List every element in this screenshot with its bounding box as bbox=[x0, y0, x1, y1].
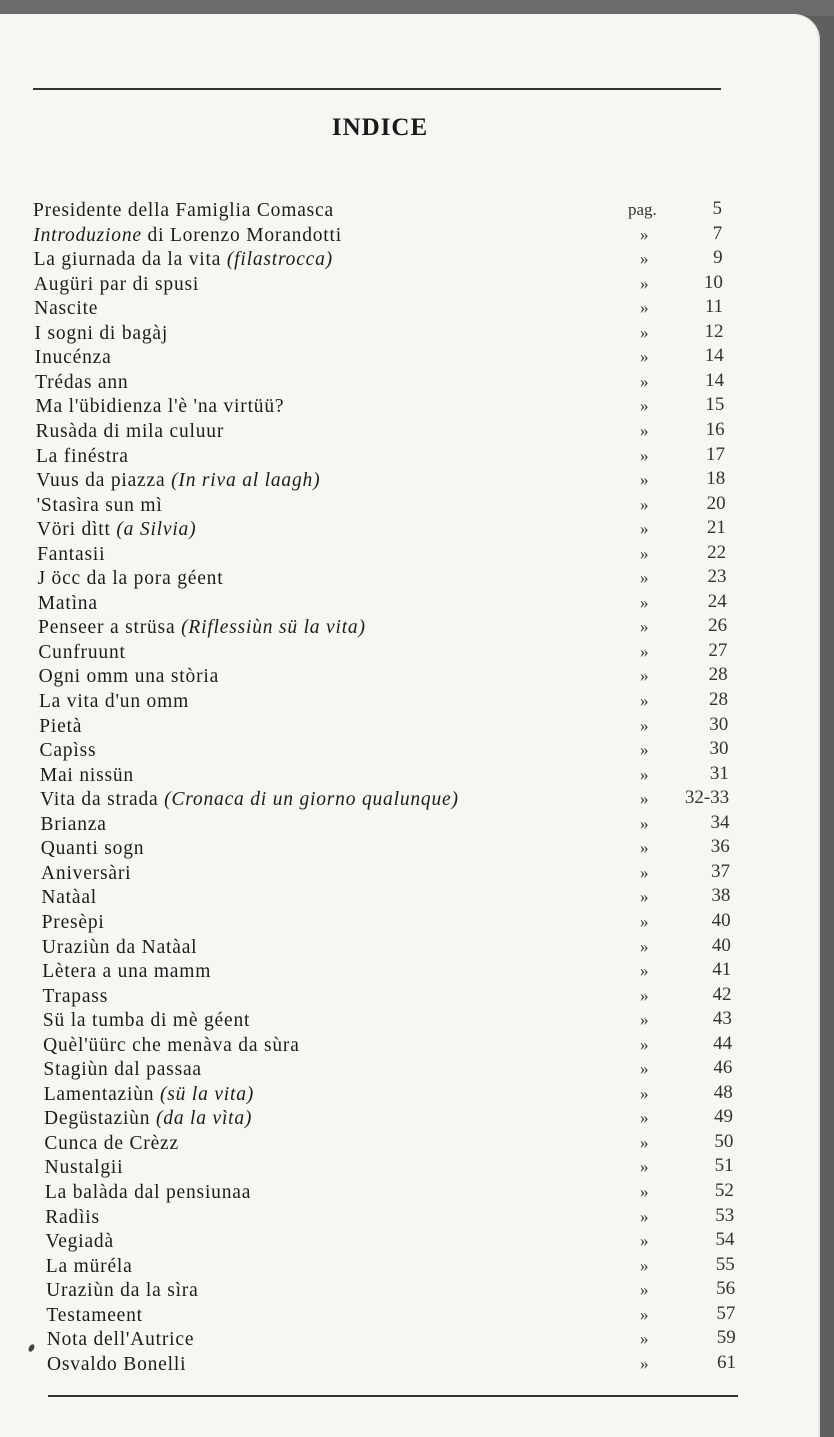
page-number: 49 bbox=[714, 1106, 734, 1128]
toc-entry bbox=[46, 1231, 735, 1257]
entry-title bbox=[35, 396, 284, 418]
page-number: 59 bbox=[716, 1327, 736, 1349]
page-number: 57 bbox=[716, 1302, 736, 1324]
toc-entry bbox=[38, 617, 727, 643]
toc-entry bbox=[40, 740, 729, 766]
entry-subtitle: Introduzione bbox=[33, 224, 142, 246]
toc-entry bbox=[43, 1059, 732, 1085]
entry-title bbox=[46, 1280, 198, 1302]
page-number: 18 bbox=[706, 468, 726, 490]
ditto-mark: » bbox=[639, 494, 649, 514]
toc-entry bbox=[47, 1351, 736, 1380]
entry-title bbox=[38, 617, 366, 639]
entry-title-text: Degüstaziùn bbox=[44, 1108, 151, 1130]
ditto-mark: » bbox=[639, 961, 649, 981]
ditto-mark: » bbox=[639, 617, 649, 637]
entry-title bbox=[38, 593, 98, 615]
ditto-mark: » bbox=[639, 1132, 649, 1152]
ditto-mark: » bbox=[639, 641, 649, 661]
page-number: 38 bbox=[711, 885, 731, 907]
entry-title-text: Penseer a strüsa bbox=[38, 617, 176, 639]
entry-title-text: J öcc da la pora géent bbox=[37, 568, 224, 590]
ditto-mark: » bbox=[639, 813, 649, 833]
entry-title-text: Trédas ann bbox=[35, 371, 129, 393]
toc-entry bbox=[36, 492, 726, 521]
entry-title bbox=[46, 1231, 114, 1253]
toc-entry bbox=[35, 347, 724, 373]
page-number: 48 bbox=[713, 1081, 733, 1103]
toc-entry bbox=[36, 470, 725, 496]
ditto-mark: » bbox=[639, 298, 649, 318]
entry-title-text: di Lorenzo Morandotti bbox=[147, 224, 342, 246]
entry-title bbox=[40, 814, 106, 836]
toc-entry bbox=[35, 396, 724, 422]
entry-title bbox=[45, 1207, 100, 1229]
entry-title-text: Cunfruunt bbox=[38, 641, 126, 663]
book-page bbox=[0, 14, 818, 1437]
toc-entry bbox=[33, 200, 722, 226]
toc-entry bbox=[47, 1329, 736, 1355]
entry-title-text: Inucénza bbox=[34, 347, 112, 369]
entry-title bbox=[46, 1305, 143, 1327]
page-number: 10 bbox=[703, 271, 723, 293]
entry-title-text: Quanti sogn bbox=[40, 838, 145, 860]
page-number: 54 bbox=[715, 1229, 735, 1251]
entry-title-text: Natàal bbox=[41, 887, 98, 909]
page-number: 42 bbox=[712, 983, 732, 1005]
entry-title bbox=[36, 446, 129, 468]
page-number: 15 bbox=[705, 394, 725, 416]
toc-entry bbox=[37, 541, 727, 570]
page-number: 7 bbox=[712, 222, 723, 244]
entry-title-text: I sogni di bagàj bbox=[34, 322, 169, 344]
entry-title bbox=[35, 347, 112, 369]
ditto-mark: » bbox=[639, 1280, 649, 1300]
page-number: 56 bbox=[716, 1278, 736, 1300]
page-number: 44 bbox=[713, 1032, 733, 1054]
toc-entry bbox=[39, 666, 728, 692]
ditto-mark: » bbox=[639, 470, 649, 490]
entry-title bbox=[42, 912, 105, 934]
page-ref-label: pag. bbox=[628, 200, 657, 219]
ditto-mark: » bbox=[639, 1083, 649, 1103]
ink-speck bbox=[27, 1343, 35, 1352]
entry-title-text: Ma l'übidienza l'è 'na virtüü? bbox=[35, 396, 285, 418]
top-rule bbox=[33, 88, 721, 90]
page-number: 30 bbox=[709, 738, 729, 760]
entry-title bbox=[33, 200, 334, 222]
page-number: 43 bbox=[712, 1008, 732, 1030]
ditto-mark: » bbox=[639, 764, 649, 784]
page-number: 21 bbox=[706, 517, 726, 539]
toc-entry bbox=[37, 568, 726, 594]
ditto-mark: » bbox=[639, 347, 649, 367]
entry-title bbox=[37, 495, 163, 517]
toc-entry bbox=[38, 639, 728, 668]
bottom-rule bbox=[48, 1395, 738, 1397]
ditto-mark: » bbox=[639, 691, 649, 710]
toc-entry bbox=[44, 1108, 733, 1134]
toc-entry bbox=[43, 1081, 733, 1110]
entry-title-text: Lètera a una mamm bbox=[42, 961, 212, 983]
page-number: 17 bbox=[705, 443, 725, 465]
page-number: 22 bbox=[707, 541, 727, 563]
ditto-mark: » bbox=[639, 838, 649, 858]
page-number: 41 bbox=[712, 959, 732, 981]
ditto-mark: » bbox=[639, 715, 649, 735]
entry-subtitle: (filastrocca) bbox=[226, 249, 333, 271]
entry-title bbox=[34, 323, 168, 345]
entry-title-text: Presidente della Famiglia Comasca bbox=[33, 200, 334, 221]
entry-title bbox=[46, 1256, 133, 1278]
ditto-mark: » bbox=[639, 936, 649, 956]
entry-title bbox=[44, 1084, 254, 1106]
ditto-mark: » bbox=[639, 1034, 649, 1054]
entry-title bbox=[38, 642, 125, 664]
entry-title bbox=[45, 1182, 251, 1204]
entry-title bbox=[34, 274, 199, 296]
ditto-mark: » bbox=[639, 445, 649, 465]
entry-title bbox=[39, 666, 219, 688]
ditto-mark: » bbox=[639, 1182, 649, 1201]
entry-title bbox=[41, 887, 97, 909]
page-number: 53 bbox=[715, 1204, 735, 1226]
toc-entry bbox=[39, 762, 729, 791]
entry-title bbox=[39, 716, 82, 738]
toc-entry bbox=[43, 1032, 733, 1061]
ditto-mark: » bbox=[640, 1353, 649, 1373]
entry-title bbox=[40, 789, 459, 811]
entry-subtitle: (In riva al laagh) bbox=[171, 470, 321, 492]
toc-entry bbox=[40, 789, 729, 815]
entry-title-text: Osvaldo Bonelli bbox=[47, 1353, 187, 1375]
entry-title-text: Aniversàri bbox=[41, 862, 132, 884]
page-number: 50 bbox=[714, 1130, 734, 1152]
ditto-mark: » bbox=[639, 911, 649, 931]
toc-entry bbox=[42, 961, 731, 987]
ditto-mark: » bbox=[639, 1157, 649, 1177]
entry-title-text: Vöri dìtt bbox=[36, 519, 111, 541]
ditto-mark: » bbox=[639, 862, 649, 882]
entry-title bbox=[34, 298, 98, 320]
page-number: 11 bbox=[704, 296, 724, 318]
toc-entry bbox=[37, 590, 727, 619]
entry-subtitle: (a Silvia) bbox=[116, 519, 197, 541]
ditto-mark: » bbox=[639, 1255, 649, 1275]
page-number: 61 bbox=[717, 1351, 736, 1373]
ditto-mark: » bbox=[639, 519, 649, 539]
page-number: 55 bbox=[715, 1253, 735, 1275]
entry-title bbox=[39, 691, 189, 713]
page-number: 26 bbox=[708, 615, 728, 637]
ditto-mark: » bbox=[639, 666, 649, 686]
page-number: 51 bbox=[714, 1155, 734, 1177]
page-number: 28 bbox=[708, 689, 728, 710]
entry-title bbox=[34, 249, 333, 271]
entry-title-text: Stagiùn dal passaa bbox=[43, 1059, 202, 1081]
entry-title-text: Presèpi bbox=[41, 911, 105, 933]
ditto-mark: » bbox=[639, 1108, 649, 1128]
entry-title-text: Uraziùn da la sìra bbox=[46, 1280, 199, 1302]
ditto-mark: » bbox=[639, 371, 649, 391]
ditto-mark: » bbox=[639, 789, 649, 809]
toc-entry bbox=[44, 1130, 734, 1159]
toc-entry bbox=[37, 519, 726, 545]
entry-subtitle: (da la vìta) bbox=[155, 1108, 253, 1130]
entry-title-text: 'Stasìra sun mì bbox=[36, 494, 163, 516]
entry-title bbox=[37, 519, 197, 541]
ditto-mark: » bbox=[639, 1206, 649, 1226]
page-number: 9 bbox=[713, 247, 723, 269]
toc-entry bbox=[41, 909, 731, 938]
entry-title-text: Nota dell'Autrice bbox=[46, 1329, 195, 1351]
ditto-mark: » bbox=[639, 249, 649, 269]
ditto-mark: » bbox=[639, 322, 649, 342]
toc-entry bbox=[46, 1280, 735, 1306]
entry-title-text: Sü la tumba di mè géent bbox=[42, 1010, 251, 1032]
entry-title-text: Rusàda di mila culuur bbox=[35, 420, 225, 442]
entry-title bbox=[44, 1133, 179, 1155]
entry-title-text: Brianza bbox=[40, 813, 107, 835]
page-number: 28 bbox=[708, 664, 728, 686]
entry-title-text: Nascite bbox=[34, 298, 99, 320]
entry-title-text: Quèl'üürc che menàva da sùra bbox=[43, 1034, 300, 1056]
toc-entry bbox=[39, 691, 728, 717]
ditto-mark: » bbox=[639, 568, 649, 588]
page-number: 27 bbox=[708, 639, 728, 661]
entry-subtitle: (Cronaca di un giorno qualunque) bbox=[164, 789, 459, 811]
page-number: 20 bbox=[706, 492, 726, 514]
entry-title-text: La giurnada da la vita bbox=[33, 249, 222, 271]
ditto-mark: » bbox=[639, 420, 649, 440]
toc-entry bbox=[43, 1010, 732, 1036]
entry-title-text: Vita da strada bbox=[40, 789, 159, 811]
entry-title-text: Radìis bbox=[45, 1206, 100, 1228]
ditto-mark: » bbox=[639, 1304, 649, 1324]
entry-title-text: Ogni omm una stòria bbox=[38, 666, 220, 688]
entry-title bbox=[35, 372, 128, 394]
ditto-mark: » bbox=[639, 887, 649, 907]
toc-entry bbox=[39, 713, 729, 742]
entry-title bbox=[37, 568, 223, 590]
page-number: 31 bbox=[709, 762, 729, 784]
toc-entry bbox=[34, 298, 723, 324]
entry-title bbox=[41, 838, 145, 860]
entry-title-text: Capìss bbox=[39, 740, 97, 762]
page-number: 37 bbox=[711, 860, 731, 882]
entry-title-text: Uraziùn da Natàal bbox=[41, 936, 198, 958]
entry-title bbox=[43, 1035, 300, 1057]
entry-title bbox=[42, 961, 211, 983]
entry-title-text: La vita d'un omm bbox=[38, 691, 190, 712]
entry-title-text: La balàda dal pensiunaa bbox=[44, 1182, 252, 1203]
entry-title bbox=[43, 1059, 201, 1081]
toc-entry bbox=[41, 860, 731, 889]
entry-subtitle: (sü la vita) bbox=[160, 1083, 255, 1105]
toc-entry bbox=[34, 320, 724, 349]
entry-title bbox=[41, 863, 131, 885]
toc-entry bbox=[35, 418, 725, 447]
entry-title bbox=[42, 937, 197, 959]
ditto-mark: » bbox=[639, 273, 649, 293]
toc-entry bbox=[45, 1157, 734, 1183]
entry-title bbox=[43, 986, 109, 1008]
page-number: 34 bbox=[710, 811, 730, 833]
entry-title-text: Vegiadà bbox=[45, 1231, 114, 1253]
ditto-mark: » bbox=[639, 396, 649, 416]
page-number: 23 bbox=[707, 566, 727, 588]
entry-subtitle: (Riflessiùn sü la vita) bbox=[181, 617, 366, 639]
entry-title bbox=[40, 740, 97, 762]
ditto-mark: » bbox=[639, 592, 649, 612]
ditto-mark: » bbox=[639, 985, 649, 1005]
page-number: 30 bbox=[709, 713, 729, 735]
toc-entry bbox=[35, 443, 725, 472]
entry-title bbox=[40, 765, 134, 787]
page-number: 14 bbox=[705, 369, 725, 391]
ditto-mark: » bbox=[639, 543, 649, 563]
ditto-mark: » bbox=[639, 1329, 649, 1349]
ditto-mark: » bbox=[639, 740, 649, 760]
ditto-mark: » bbox=[639, 1231, 649, 1251]
page-number: 12 bbox=[704, 320, 724, 342]
page-number: 32-33 bbox=[684, 787, 730, 809]
entry-title-text: Matìna bbox=[37, 592, 98, 614]
entry-title-text: Cunca de Crèzz bbox=[44, 1132, 179, 1154]
entry-title bbox=[36, 470, 320, 492]
toc-entry bbox=[34, 249, 723, 275]
toc-entry bbox=[45, 1253, 735, 1282]
entry-title-text: Augüri par di spusi bbox=[33, 273, 200, 295]
ditto-mark: » bbox=[639, 224, 649, 244]
toc-entry bbox=[33, 222, 723, 251]
page-number: 40 bbox=[711, 934, 731, 956]
entry-title bbox=[43, 1010, 250, 1032]
entry-title-text: Testameent bbox=[46, 1304, 143, 1326]
entry-title-text: Nustalgii bbox=[44, 1157, 124, 1179]
entry-title-text: Pietà bbox=[39, 715, 83, 737]
page-number: 36 bbox=[710, 836, 730, 858]
entry-title-text: Vuus da piazza bbox=[36, 470, 166, 492]
toc-entry bbox=[41, 838, 730, 864]
entry-title-text: La finéstra bbox=[35, 445, 129, 467]
entry-title bbox=[36, 421, 224, 443]
page-number: 46 bbox=[713, 1057, 733, 1079]
entry-title bbox=[47, 1329, 195, 1351]
entry-title-text: Mai nissün bbox=[39, 764, 134, 786]
entry-title-text: La müréla bbox=[45, 1255, 133, 1277]
toc-entry bbox=[45, 1204, 735, 1233]
entry-title bbox=[33, 225, 342, 247]
page-number: 14 bbox=[704, 345, 724, 367]
page-number: 24 bbox=[707, 590, 727, 612]
entry-title bbox=[47, 1354, 186, 1376]
toc-entry bbox=[40, 811, 730, 840]
page-number: 52 bbox=[714, 1180, 734, 1201]
page-number: 40 bbox=[711, 909, 731, 931]
toc-entry bbox=[35, 369, 725, 398]
entry-title-text: Trapass bbox=[42, 985, 109, 1007]
page-number: 5 bbox=[712, 198, 722, 219]
page-title: INDICE bbox=[331, 114, 429, 141]
ditto-mark: » bbox=[639, 1059, 649, 1079]
toc-entry bbox=[46, 1302, 736, 1331]
entry-title bbox=[37, 544, 105, 566]
toc-entry bbox=[41, 887, 730, 913]
entry-title-text: Fantasii bbox=[37, 543, 106, 565]
ditto-mark: » bbox=[639, 1010, 649, 1030]
toc-entry bbox=[41, 934, 731, 963]
entry-title bbox=[44, 1108, 252, 1130]
entry-title-text: Lamentaziùn bbox=[43, 1083, 155, 1105]
toc-entry bbox=[45, 1182, 734, 1208]
toc-entry bbox=[33, 271, 723, 300]
page-number: 16 bbox=[705, 418, 725, 440]
entry-title bbox=[45, 1157, 124, 1179]
toc-entry bbox=[42, 983, 732, 1012]
